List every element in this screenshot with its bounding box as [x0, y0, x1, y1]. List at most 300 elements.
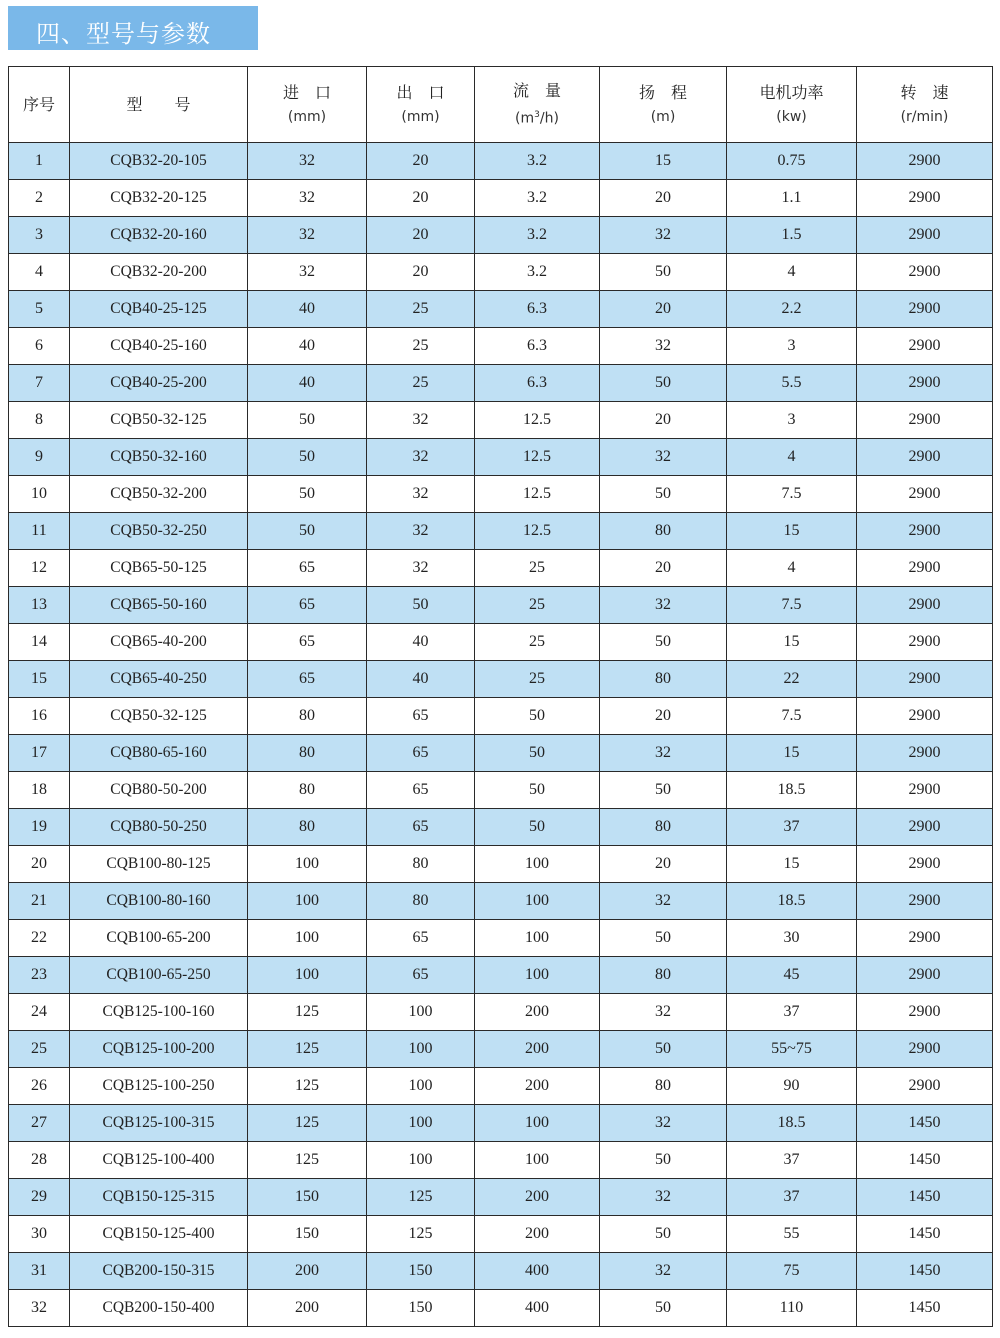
- table-row: [9, 1031, 993, 1068]
- cell-no: 24: [9, 994, 70, 1031]
- cell-flow: 6.3: [475, 328, 600, 365]
- header-speed: 转 速 (r/min): [857, 67, 993, 143]
- cell-model: CQB200-150-400: [70, 1290, 248, 1327]
- header-model: 型 号: [70, 67, 248, 143]
- table-row: [9, 846, 993, 883]
- cell-model: CQB32-20-160: [70, 217, 248, 254]
- cell-head: 32: [600, 439, 727, 476]
- table-row: [9, 1068, 993, 1105]
- cell-flow: 6.3: [475, 365, 600, 402]
- cell-speed: 2900: [857, 1068, 993, 1105]
- cell-model: CQB40-25-160: [70, 328, 248, 365]
- cell-head: 50: [600, 1290, 727, 1327]
- section-title-banner: [8, 6, 258, 50]
- table-row: [9, 698, 993, 735]
- cell-outlet: 20: [367, 254, 475, 291]
- cell-no: 28: [9, 1142, 70, 1179]
- cell-flow: 100: [475, 1142, 600, 1179]
- cell-head: 32: [600, 1105, 727, 1142]
- cell-inlet: 80: [248, 809, 367, 846]
- cell-no: 17: [9, 735, 70, 772]
- cell-speed: 2900: [857, 661, 993, 698]
- cell-speed: 2900: [857, 402, 993, 439]
- cell-flow: 50: [475, 809, 600, 846]
- cell-outlet: 20: [367, 143, 475, 180]
- header-no: 序号: [9, 67, 70, 143]
- cell-head: 32: [600, 1253, 727, 1290]
- cell-model: CQB100-65-250: [70, 957, 248, 994]
- cell-no: 25: [9, 1031, 70, 1068]
- cell-model: CQB50-32-200: [70, 476, 248, 513]
- cell-speed: 2900: [857, 550, 993, 587]
- table-row: [9, 1253, 993, 1290]
- table-row: [9, 476, 993, 513]
- cell-power: 75: [727, 1253, 857, 1290]
- cell-power: 3: [727, 328, 857, 365]
- cell-flow: 100: [475, 883, 600, 920]
- cell-head: 20: [600, 698, 727, 735]
- cell-no: 5: [9, 291, 70, 328]
- cell-inlet: 32: [248, 254, 367, 291]
- cell-model: CQB80-65-160: [70, 735, 248, 772]
- cell-inlet: 125: [248, 1142, 367, 1179]
- table-row: [9, 513, 993, 550]
- cell-speed: 2900: [857, 180, 993, 217]
- cell-speed: 1450: [857, 1216, 993, 1253]
- cell-outlet: 40: [367, 624, 475, 661]
- cell-model: CQB150-125-400: [70, 1216, 248, 1253]
- table-row: [9, 439, 993, 476]
- cell-model: CQB80-50-250: [70, 809, 248, 846]
- cell-speed: 2900: [857, 920, 993, 957]
- cell-inlet: 40: [248, 365, 367, 402]
- cell-model: CQB125-100-160: [70, 994, 248, 1031]
- cell-no: 4: [9, 254, 70, 291]
- cell-inlet: 100: [248, 883, 367, 920]
- cell-speed: 2900: [857, 994, 993, 1031]
- cell-no: 23: [9, 957, 70, 994]
- cell-model: CQB125-100-315: [70, 1105, 248, 1142]
- table-body: [9, 143, 993, 1327]
- cell-head: 32: [600, 994, 727, 1031]
- table-row: [9, 254, 993, 291]
- cell-head: 20: [600, 846, 727, 883]
- cell-head: 20: [600, 291, 727, 328]
- cell-outlet: 100: [367, 1031, 475, 1068]
- table-row: [9, 365, 993, 402]
- cell-inlet: 50: [248, 439, 367, 476]
- cell-outlet: 125: [367, 1216, 475, 1253]
- cell-inlet: 80: [248, 698, 367, 735]
- cell-outlet: 65: [367, 809, 475, 846]
- cell-model: CQB125-100-250: [70, 1068, 248, 1105]
- cell-inlet: 100: [248, 957, 367, 994]
- cell-flow: 200: [475, 1068, 600, 1105]
- table-row: [9, 550, 993, 587]
- cell-outlet: 40: [367, 661, 475, 698]
- cell-outlet: 80: [367, 883, 475, 920]
- table-row: [9, 587, 993, 624]
- cell-speed: 1450: [857, 1253, 993, 1290]
- cell-model: CQB32-20-125: [70, 180, 248, 217]
- cell-speed: 2900: [857, 439, 993, 476]
- cell-outlet: 65: [367, 957, 475, 994]
- table-row: [9, 883, 993, 920]
- cell-head: 80: [600, 1068, 727, 1105]
- cell-flow: 25: [475, 661, 600, 698]
- cell-no: 13: [9, 587, 70, 624]
- cell-outlet: 100: [367, 1068, 475, 1105]
- cell-model: CQB40-25-125: [70, 291, 248, 328]
- cell-outlet: 32: [367, 402, 475, 439]
- cell-model: CQB50-32-160: [70, 439, 248, 476]
- section-title: 四、型号与参数: [36, 20, 211, 48]
- cell-speed: 2900: [857, 957, 993, 994]
- cell-flow: 50: [475, 735, 600, 772]
- cell-outlet: 25: [367, 291, 475, 328]
- table-row: [9, 735, 993, 772]
- table-row: [9, 143, 993, 180]
- table-row: [9, 328, 993, 365]
- cell-inlet: 65: [248, 587, 367, 624]
- cell-power: 15: [727, 846, 857, 883]
- cell-flow: 200: [475, 1031, 600, 1068]
- cell-head: 50: [600, 920, 727, 957]
- cell-power: 37: [727, 994, 857, 1031]
- cell-power: 55: [727, 1216, 857, 1253]
- cell-model: CQB125-100-200: [70, 1031, 248, 1068]
- cell-outlet: 100: [367, 1105, 475, 1142]
- header-outlet: 出 口 (mm): [367, 67, 475, 143]
- cell-flow: 3.2: [475, 217, 600, 254]
- cell-no: 19: [9, 809, 70, 846]
- cell-speed: 2900: [857, 254, 993, 291]
- cell-outlet: 80: [367, 846, 475, 883]
- cell-inlet: 50: [248, 402, 367, 439]
- cell-no: 14: [9, 624, 70, 661]
- cell-head: 80: [600, 957, 727, 994]
- cell-speed: 2900: [857, 883, 993, 920]
- cell-head: 80: [600, 513, 727, 550]
- cell-flow: 12.5: [475, 476, 600, 513]
- cell-model: CQB80-50-200: [70, 772, 248, 809]
- cell-speed: 2900: [857, 143, 993, 180]
- cell-no: 8: [9, 402, 70, 439]
- cell-power: 18.5: [727, 772, 857, 809]
- cell-model: CQB100-80-160: [70, 883, 248, 920]
- header-head: 扬 程 (m): [600, 67, 727, 143]
- cell-power: 37: [727, 1179, 857, 1216]
- cell-speed: 2900: [857, 772, 993, 809]
- cell-flow: 200: [475, 994, 600, 1031]
- cell-power: 110: [727, 1290, 857, 1327]
- cell-no: 1: [9, 143, 70, 180]
- cell-head: 32: [600, 217, 727, 254]
- cell-outlet: 125: [367, 1179, 475, 1216]
- cell-power: 37: [727, 809, 857, 846]
- cell-inlet: 65: [248, 550, 367, 587]
- header-head-unit: (m): [650, 108, 676, 125]
- cell-speed: 1450: [857, 1290, 993, 1327]
- table-row: [9, 1105, 993, 1142]
- cell-head: 50: [600, 365, 727, 402]
- cell-inlet: 40: [248, 291, 367, 328]
- header-power-unit: (kw): [776, 108, 807, 125]
- cell-outlet: 65: [367, 698, 475, 735]
- cell-model: CQB32-20-105: [70, 143, 248, 180]
- cell-head: 50: [600, 476, 727, 513]
- cell-outlet: 65: [367, 735, 475, 772]
- cell-inlet: 65: [248, 661, 367, 698]
- cell-outlet: 100: [367, 1142, 475, 1179]
- cell-no: 20: [9, 846, 70, 883]
- cell-flow: 100: [475, 1105, 600, 1142]
- cell-speed: 2900: [857, 365, 993, 402]
- cell-flow: 3.2: [475, 180, 600, 217]
- cell-outlet: 150: [367, 1253, 475, 1290]
- cell-inlet: 65: [248, 624, 367, 661]
- cell-no: 10: [9, 476, 70, 513]
- cell-power: 7.5: [727, 698, 857, 735]
- cell-head: 32: [600, 587, 727, 624]
- table-row: [9, 217, 993, 254]
- cell-power: 4: [727, 439, 857, 476]
- cell-speed: 2900: [857, 846, 993, 883]
- cell-head: 20: [600, 402, 727, 439]
- cell-inlet: 80: [248, 735, 367, 772]
- cell-speed: 2900: [857, 698, 993, 735]
- cell-model: CQB65-40-200: [70, 624, 248, 661]
- cell-speed: 2900: [857, 513, 993, 550]
- cell-model: CQB125-100-400: [70, 1142, 248, 1179]
- cell-speed: 2900: [857, 291, 993, 328]
- cell-outlet: 25: [367, 328, 475, 365]
- cell-outlet: 50: [367, 587, 475, 624]
- cell-no: 21: [9, 883, 70, 920]
- cell-inlet: 50: [248, 513, 367, 550]
- cell-flow: 400: [475, 1290, 600, 1327]
- cell-model: CQB65-50-125: [70, 550, 248, 587]
- cell-no: 30: [9, 1216, 70, 1253]
- cell-outlet: 100: [367, 994, 475, 1031]
- cell-head: 15: [600, 143, 727, 180]
- cell-inlet: 125: [248, 1105, 367, 1142]
- table-row: [9, 920, 993, 957]
- cell-power: 15: [727, 513, 857, 550]
- cell-head: 32: [600, 735, 727, 772]
- cell-head: 50: [600, 1142, 727, 1179]
- cell-power: 15: [727, 624, 857, 661]
- cell-no: 6: [9, 328, 70, 365]
- cell-speed: 1450: [857, 1142, 993, 1179]
- cell-speed: 2900: [857, 217, 993, 254]
- cell-model: CQB200-150-315: [70, 1253, 248, 1290]
- table-row: [9, 1142, 993, 1179]
- cell-speed: 2900: [857, 587, 993, 624]
- cell-flow: 100: [475, 920, 600, 957]
- cell-power: 4: [727, 254, 857, 291]
- cell-head: 50: [600, 1031, 727, 1068]
- cell-no: 27: [9, 1105, 70, 1142]
- cell-power: 7.5: [727, 476, 857, 513]
- cell-no: 9: [9, 439, 70, 476]
- cell-no: 3: [9, 217, 70, 254]
- cell-head: 32: [600, 1179, 727, 1216]
- cell-power: 15: [727, 735, 857, 772]
- cell-power: 22: [727, 661, 857, 698]
- cell-flow: 6.3: [475, 291, 600, 328]
- cell-model: CQB50-32-125: [70, 402, 248, 439]
- cell-no: 31: [9, 1253, 70, 1290]
- cell-power: 0.75: [727, 143, 857, 180]
- cell-model: CQB65-40-250: [70, 661, 248, 698]
- cell-power: 45: [727, 957, 857, 994]
- cell-flow: 25: [475, 624, 600, 661]
- cell-flow: 25: [475, 587, 600, 624]
- cell-head: 50: [600, 1216, 727, 1253]
- cell-speed: 2900: [857, 1031, 993, 1068]
- cell-model: CQB40-25-200: [70, 365, 248, 402]
- cell-head: 20: [600, 550, 727, 587]
- cell-no: 29: [9, 1179, 70, 1216]
- table-row: [9, 180, 993, 217]
- cell-speed: 2900: [857, 476, 993, 513]
- cell-flow: 12.5: [475, 402, 600, 439]
- table-row: [9, 291, 993, 328]
- header-power: 电机功率 (kw): [727, 67, 857, 143]
- cell-model: CQB50-32-250: [70, 513, 248, 550]
- cell-head: 50: [600, 254, 727, 291]
- cell-inlet: 200: [248, 1253, 367, 1290]
- cell-no: 12: [9, 550, 70, 587]
- cell-no: 11: [9, 513, 70, 550]
- table-header-row: [9, 67, 993, 143]
- table-row: [9, 1216, 993, 1253]
- cell-outlet: 20: [367, 217, 475, 254]
- cell-outlet: 65: [367, 920, 475, 957]
- cell-head: 32: [600, 883, 727, 920]
- cell-power: 3: [727, 402, 857, 439]
- cell-speed: 2900: [857, 735, 993, 772]
- cell-model: CQB50-32-125: [70, 698, 248, 735]
- cell-model: CQB100-80-125: [70, 846, 248, 883]
- cell-power: 90: [727, 1068, 857, 1105]
- cell-inlet: 32: [248, 143, 367, 180]
- cell-no: 15: [9, 661, 70, 698]
- header-flow-unit: $(m^3/h)$: [515, 109, 559, 127]
- cell-inlet: 100: [248, 920, 367, 957]
- cell-outlet: 32: [367, 439, 475, 476]
- table-row: [9, 624, 993, 661]
- cell-flow: 100: [475, 846, 600, 883]
- cell-no: 7: [9, 365, 70, 402]
- cell-outlet: 32: [367, 513, 475, 550]
- cell-flow: 100: [475, 957, 600, 994]
- cell-model: CQB32-20-200: [70, 254, 248, 291]
- cell-power: 18.5: [727, 1105, 857, 1142]
- cell-power: 5.5: [727, 365, 857, 402]
- cell-head: 50: [600, 624, 727, 661]
- header-outlet-unit: (mm): [401, 108, 440, 125]
- cell-no: 18: [9, 772, 70, 809]
- cell-no: 26: [9, 1068, 70, 1105]
- cell-model: CQB65-50-160: [70, 587, 248, 624]
- cell-power: 37: [727, 1142, 857, 1179]
- cell-flow: 200: [475, 1179, 600, 1216]
- table-row: [9, 809, 993, 846]
- cell-power: 1.5: [727, 217, 857, 254]
- cell-outlet: 150: [367, 1290, 475, 1327]
- cell-power: 7.5: [727, 587, 857, 624]
- cell-no: 22: [9, 920, 70, 957]
- cell-speed: 1450: [857, 1179, 993, 1216]
- cell-inlet: 125: [248, 1068, 367, 1105]
- cell-flow: 25: [475, 550, 600, 587]
- cell-outlet: 32: [367, 550, 475, 587]
- cell-inlet: 150: [248, 1216, 367, 1253]
- cell-inlet: 50: [248, 476, 367, 513]
- cell-flow: 200: [475, 1216, 600, 1253]
- cell-no: 16: [9, 698, 70, 735]
- cell-inlet: 80: [248, 772, 367, 809]
- cell-inlet: 32: [248, 180, 367, 217]
- cell-power: 18.5: [727, 883, 857, 920]
- header-flow: 流 量 $(m^3/h)$: [475, 67, 600, 143]
- table-row: [9, 1179, 993, 1216]
- table-row: [9, 1290, 993, 1327]
- cell-power: 30: [727, 920, 857, 957]
- header-inlet-unit: (mm): [287, 108, 327, 125]
- cell-inlet: 125: [248, 994, 367, 1031]
- cell-speed: 2900: [857, 809, 993, 846]
- table-row: [9, 772, 993, 809]
- cell-head: 80: [600, 809, 727, 846]
- cell-flow: 12.5: [475, 513, 600, 550]
- cell-no: 2: [9, 180, 70, 217]
- cell-no: 32: [9, 1290, 70, 1327]
- cell-power: 4: [727, 550, 857, 587]
- cell-inlet: 150: [248, 1179, 367, 1216]
- cell-model: CQB150-125-315: [70, 1179, 248, 1216]
- cell-flow: 3.2: [475, 143, 600, 180]
- cell-flow: 12.5: [475, 439, 600, 476]
- cell-outlet: 20: [367, 180, 475, 217]
- cell-speed: 2900: [857, 328, 993, 365]
- header-inlet: 进 口 (mm): [248, 67, 367, 143]
- cell-speed: 1450: [857, 1105, 993, 1142]
- table-row: [9, 402, 993, 439]
- cell-head: 20: [600, 180, 727, 217]
- cell-inlet: 100: [248, 846, 367, 883]
- cell-power: 1.1: [727, 180, 857, 217]
- model-parameter-table: [8, 66, 993, 1327]
- cell-inlet: 32: [248, 217, 367, 254]
- cell-inlet: 40: [248, 328, 367, 365]
- cell-flow: 400: [475, 1253, 600, 1290]
- cell-head: 50: [600, 772, 727, 809]
- cell-inlet: 200: [248, 1290, 367, 1327]
- cell-model: CQB100-65-200: [70, 920, 248, 957]
- cell-power: 55~75: [727, 1031, 857, 1068]
- cell-power: 2.2: [727, 291, 857, 328]
- cell-speed: 2900: [857, 624, 993, 661]
- cell-inlet: 125: [248, 1031, 367, 1068]
- cell-outlet: 65: [367, 772, 475, 809]
- cell-head: 32: [600, 328, 727, 365]
- header-speed-unit: (r/min): [900, 108, 949, 125]
- cell-flow: 50: [475, 772, 600, 809]
- cell-outlet: 25: [367, 365, 475, 402]
